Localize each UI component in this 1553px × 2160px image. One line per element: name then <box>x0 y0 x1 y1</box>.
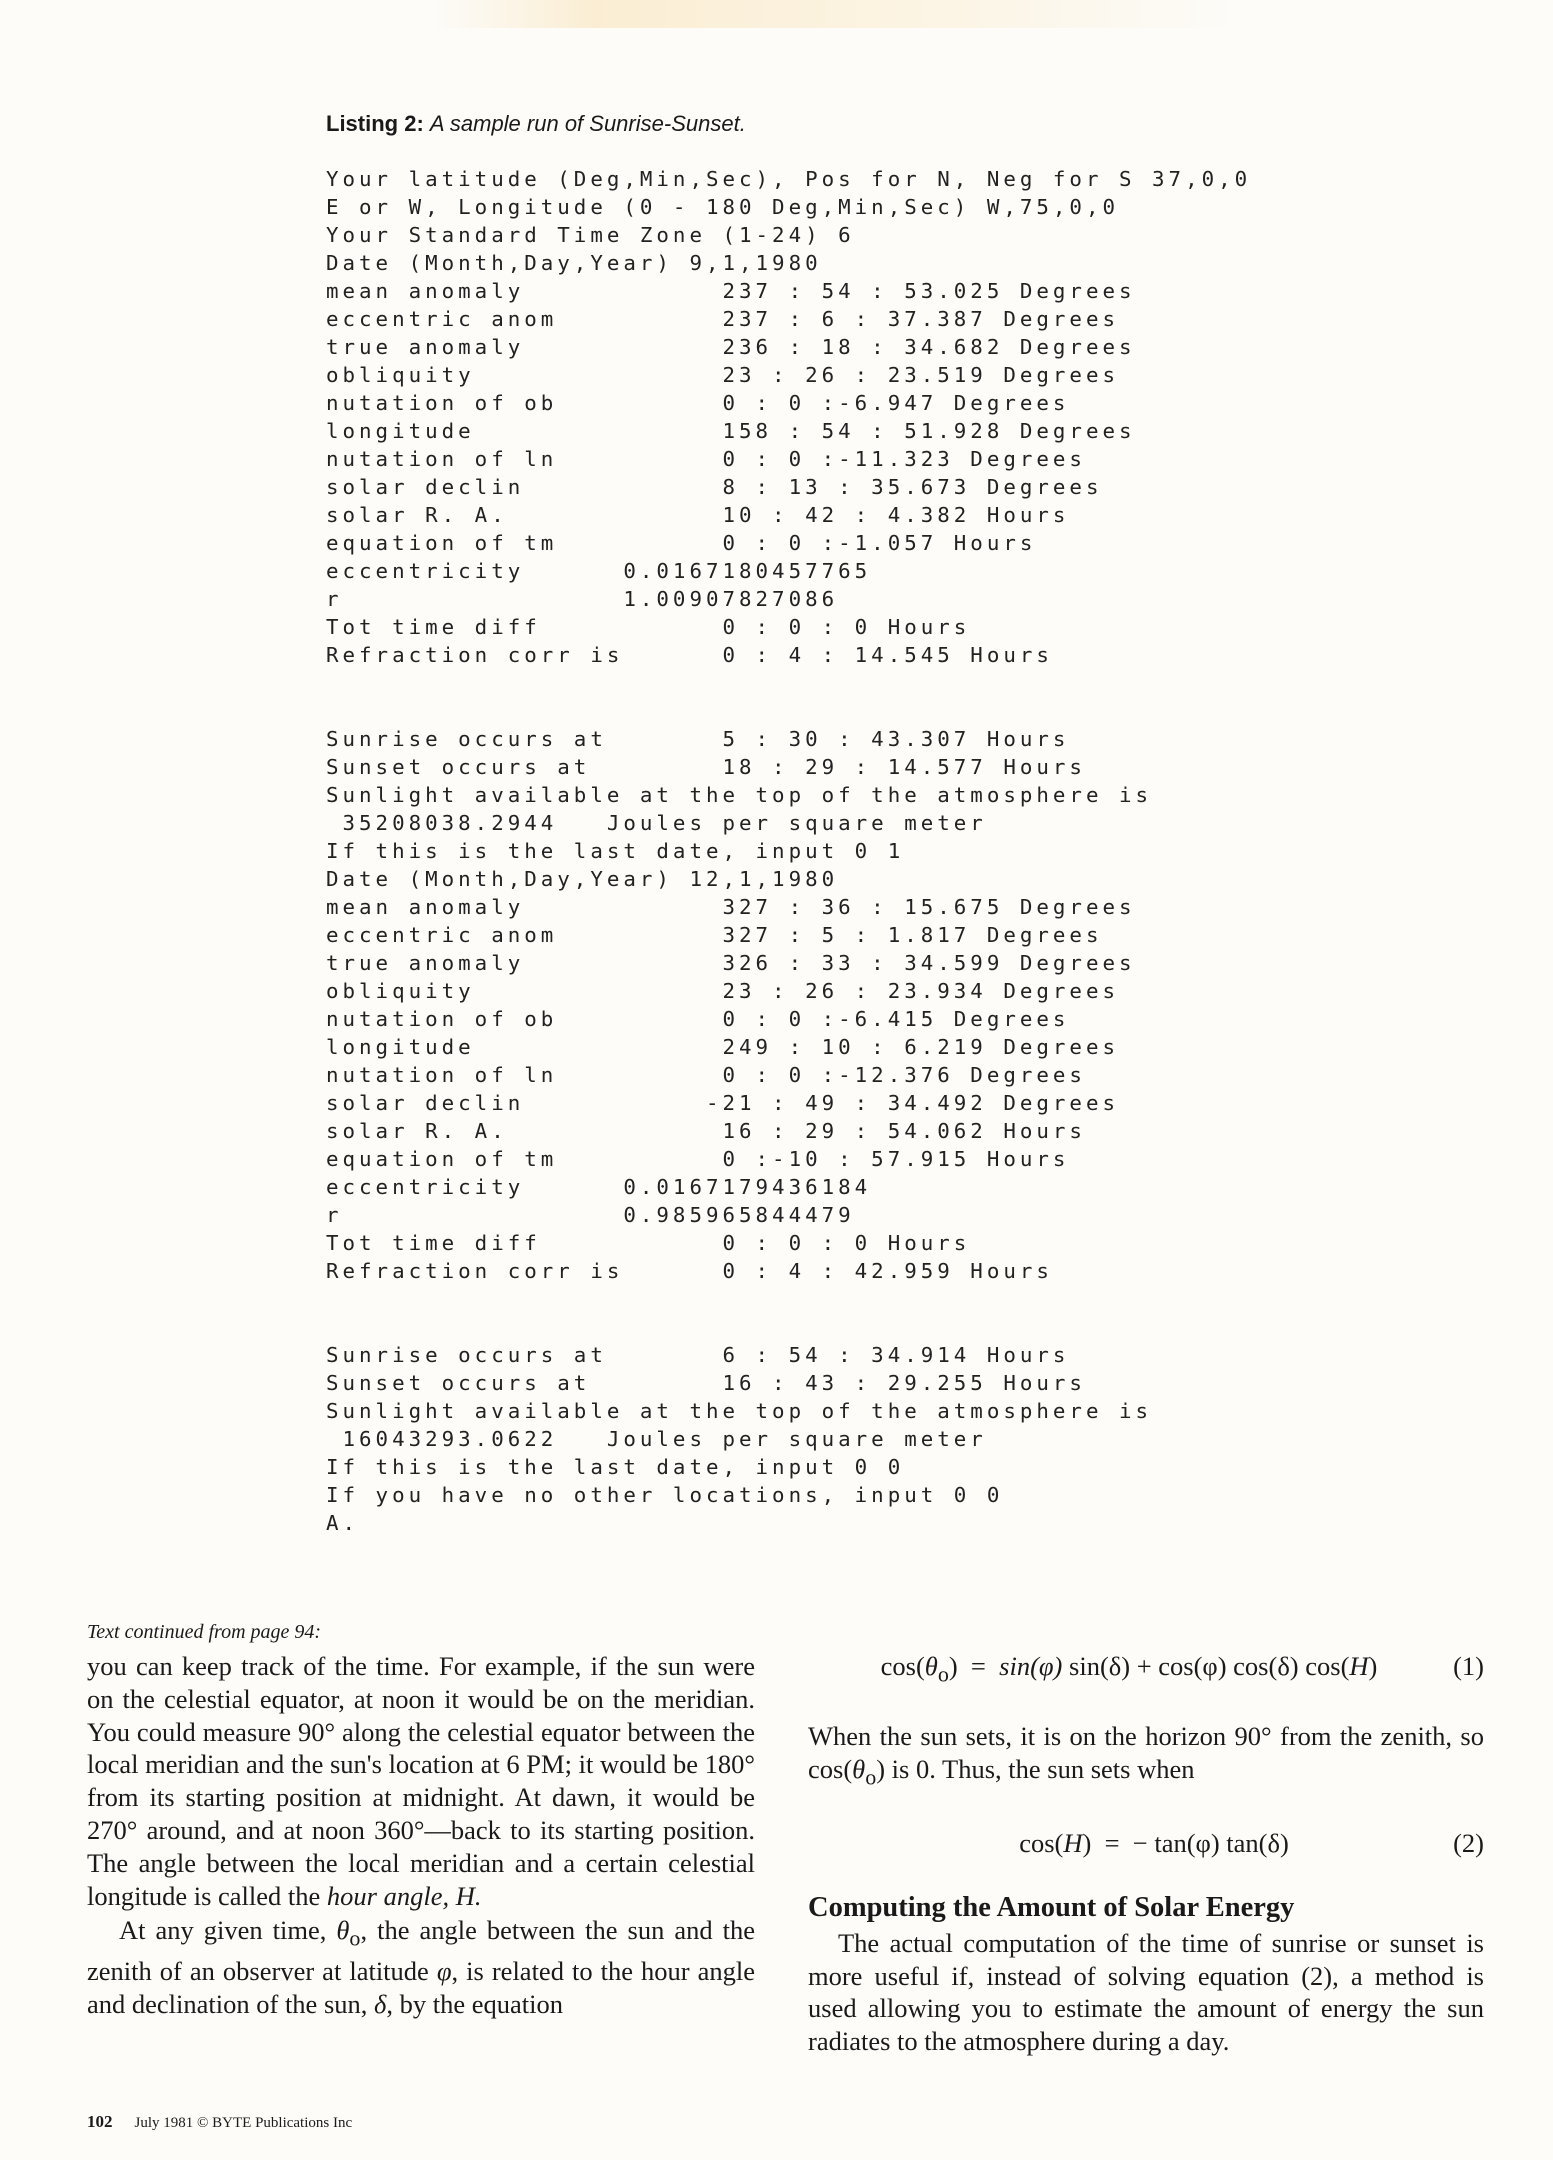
listing-title: A sample run of Sunrise-Sunset. <box>429 111 746 136</box>
equation-1-body <box>808 1650 1440 1691</box>
text-run: ) = − tan(φ) tan(δ) <box>1082 1827 1289 1858</box>
listing-line: Your latitude (Deg,Min,Sec), Pos for N, Neg for S 37,0,0 <box>326 167 1252 191</box>
text-run: cos( <box>880 1651 925 1681</box>
listing-line: r 1.00907827086 <box>326 587 839 611</box>
text-run: , by the equation <box>386 1989 563 2020</box>
equation-2-body <box>808 1827 1440 1860</box>
symbol-H: H <box>1063 1827 1083 1858</box>
text-run: ) = <box>948 1651 1000 1681</box>
listing-line: A. <box>326 1511 360 1535</box>
listing-line: eccentric anom 237 : 6 : 37.387 Degrees <box>326 307 1119 331</box>
listing-line: solar declin -21 : 49 : 34.492 Degrees <box>326 1091 1119 1115</box>
listing-line: Sunset occurs at 16 : 43 : 29.255 Hours <box>326 1371 1086 1395</box>
text-run: At any given time, <box>119 1915 337 1946</box>
listing-line: nutation of ln 0 : 0 :-12.376 Degrees <box>326 1063 1086 1087</box>
section-heading: Computing the Amount of Solar Energy <box>808 1891 1295 1923</box>
listing-line: Sunset occurs at 18 : 29 : 14.577 Hours <box>326 755 1086 779</box>
listing-line: obliquity 23 : 26 : 23.934 Degrees <box>326 979 1119 1003</box>
left-column <box>87 1650 755 2021</box>
text-run: ) is 0. Thus, the sun sets when <box>876 1753 1195 1784</box>
symbol-theta: θ <box>924 1651 938 1681</box>
text-run: cos( <box>1019 1827 1064 1858</box>
left-paragraph-2 <box>87 1914 755 2021</box>
text-run: you can keep track of the time. For example, if the sun were on the celestial equator, at noon it would be on the meridian. You could measure 90° along the celestial equator between the local meridian and the sun's location at 6 PM; it would be 180° from its starting position at midnight. At dawn, it would be 270° around, and at noon 360°—back to its starting position. The angle between the local meridian and a certain celestial longitude is called the <box>87 1651 755 1911</box>
listing-line: nutation of ln 0 : 0 :-11.323 Degrees <box>326 447 1086 471</box>
continued-note: Text continued from page 94: <box>87 1621 322 1643</box>
listing-line: Date (Month,Day,Year) 12,1,1980 <box>326 867 839 891</box>
listing-line: Tot time diff 0 : 0 : 0 Hours <box>326 615 971 639</box>
left-paragraph-1 <box>87 1650 755 1912</box>
listing-line: 35208038.2944 Joules per square meter <box>326 811 987 835</box>
listing-line: equation of tm 0 :-10 : 57.915 Hours <box>326 1147 1070 1171</box>
equation-1-number: (1) <box>1453 1651 1484 1681</box>
text-run: , is related to the hour angle and declination of the sun, <box>87 1956 755 2020</box>
subscript: o <box>937 1661 949 1687</box>
listing-line: 16043293.0622 Joules per square meter <box>326 1427 987 1451</box>
listing-line: mean anomaly 237 : 54 : 53.025 Degrees <box>326 279 1136 303</box>
program-listing <box>326 165 1251 1537</box>
listing-line: longitude 249 : 10 : 6.219 Degrees <box>326 1035 1119 1059</box>
symbol-phi: φ <box>436 1956 452 1987</box>
symbol-theta: θ <box>852 1753 866 1784</box>
listing-line: nutation of ob 0 : 0 :-6.415 Degrees <box>326 1007 1070 1031</box>
listing-line: solar declin 8 : 13 : 35.673 Degrees <box>326 475 1103 499</box>
text-run: sin(δ) + cos(φ) cos(δ) cos( <box>1062 1651 1350 1681</box>
listing-line: Sunrise occurs at 5 : 30 : 43.307 Hours <box>326 727 1070 751</box>
listing-line: eccentricity 0.0167179436184 <box>326 1175 872 1199</box>
listing-line: Your Standard Time Zone (1-24) 6 <box>326 223 855 247</box>
listing-line: solar R. A. 10 : 42 : 4.382 Hours <box>326 503 1070 527</box>
listing-line: solar R. A. 16 : 29 : 54.062 Hours <box>326 1119 1086 1143</box>
listing-line: Sunlight available at the top of the atmosphere is <box>326 783 1153 807</box>
listing-line: true anomaly 236 : 18 : 34.682 Degrees <box>326 335 1136 359</box>
listing-line: equation of tm 0 : 0 :-1.057 Hours <box>326 531 1037 555</box>
listing-line: mean anomaly 327 : 36 : 15.675 Degrees <box>326 895 1136 919</box>
listing-line: E or W, Longitude (0 - 180 Deg,Min,Sec) W,75,0,0 <box>326 195 1119 219</box>
listing-line: If this is the last date, input 0 0 <box>326 1455 905 1479</box>
listing-line: Tot time diff 0 : 0 : 0 Hours <box>326 1231 971 1255</box>
symbol-theta: θ <box>336 1915 350 1946</box>
listing-line: Sunlight available at the top of the atmosphere is <box>326 1399 1153 1423</box>
right-column <box>808 1650 1484 2058</box>
listing-line: true anomaly 326 : 33 : 34.599 Degrees <box>326 951 1136 975</box>
equation-1 <box>808 1650 1484 1687</box>
footer-credit: July 1981 © BYTE Publications Inc <box>134 2115 353 2131</box>
listing-line: Date (Month,Day,Year) 9,1,1980 <box>326 251 822 275</box>
symbol-delta: δ <box>374 1989 387 2020</box>
listing-line: obliquity 23 : 26 : 23.519 Degrees <box>326 363 1119 387</box>
text-run: ) <box>1368 1651 1378 1681</box>
subscript: o <box>349 1925 361 1951</box>
listing-label: Listing 2: <box>326 111 424 136</box>
paper-stain <box>430 0 1250 28</box>
listing-line: r 0.985965844479 <box>326 1203 855 1227</box>
text-run: sin(φ) <box>999 1651 1063 1681</box>
symbol-H: H <box>1349 1651 1369 1681</box>
listing-line: If this is the last date, input 0 1 <box>326 839 905 863</box>
listing-line: nutation of ob 0 : 0 :-6.947 Degrees <box>326 391 1070 415</box>
listing-line: eccentric anom 327 : 5 : 1.817 Degrees <box>326 923 1103 947</box>
page-footer <box>87 2112 352 2132</box>
subscript: o <box>865 1764 877 1790</box>
term-hour-angle: hour angle, H. <box>326 1880 482 1911</box>
listing-line: Refraction corr is 0 : 4 : 14.545 Hours <box>326 643 1053 667</box>
equation-2 <box>808 1827 1484 1861</box>
right-paragraph-1 <box>808 1720 1484 1794</box>
listing-caption <box>326 111 746 137</box>
listing-line: Sunrise occurs at 6 : 54 : 34.914 Hours <box>326 1343 1070 1367</box>
listing-line: eccentricity 0.0167180457765 <box>326 559 872 583</box>
equation-2-number: (2) <box>1453 1827 1484 1858</box>
page-number: 102 <box>87 2112 113 2131</box>
listing-line: longitude 158 : 54 : 51.928 Degrees <box>326 419 1136 443</box>
listing-line: Refraction corr is 0 : 4 : 42.959 Hours <box>326 1259 1053 1283</box>
right-paragraph-2: The actual computation of the time of sunrise or sunset is more useful if, instead of solving equation (2), a method is used allowing you to estimate the amount of energy the sun radiates to the atmosphere during a day. <box>808 1927 1484 2057</box>
text-run: When the sun sets, it is on the horizon 90° from the zenith, so cos( <box>808 1721 1484 1784</box>
listing-line: If you have no other locations, input 0 0 <box>326 1483 1004 1507</box>
text-run: , the angle between the sun and the zenith of an observer at latitude <box>87 1915 755 1987</box>
